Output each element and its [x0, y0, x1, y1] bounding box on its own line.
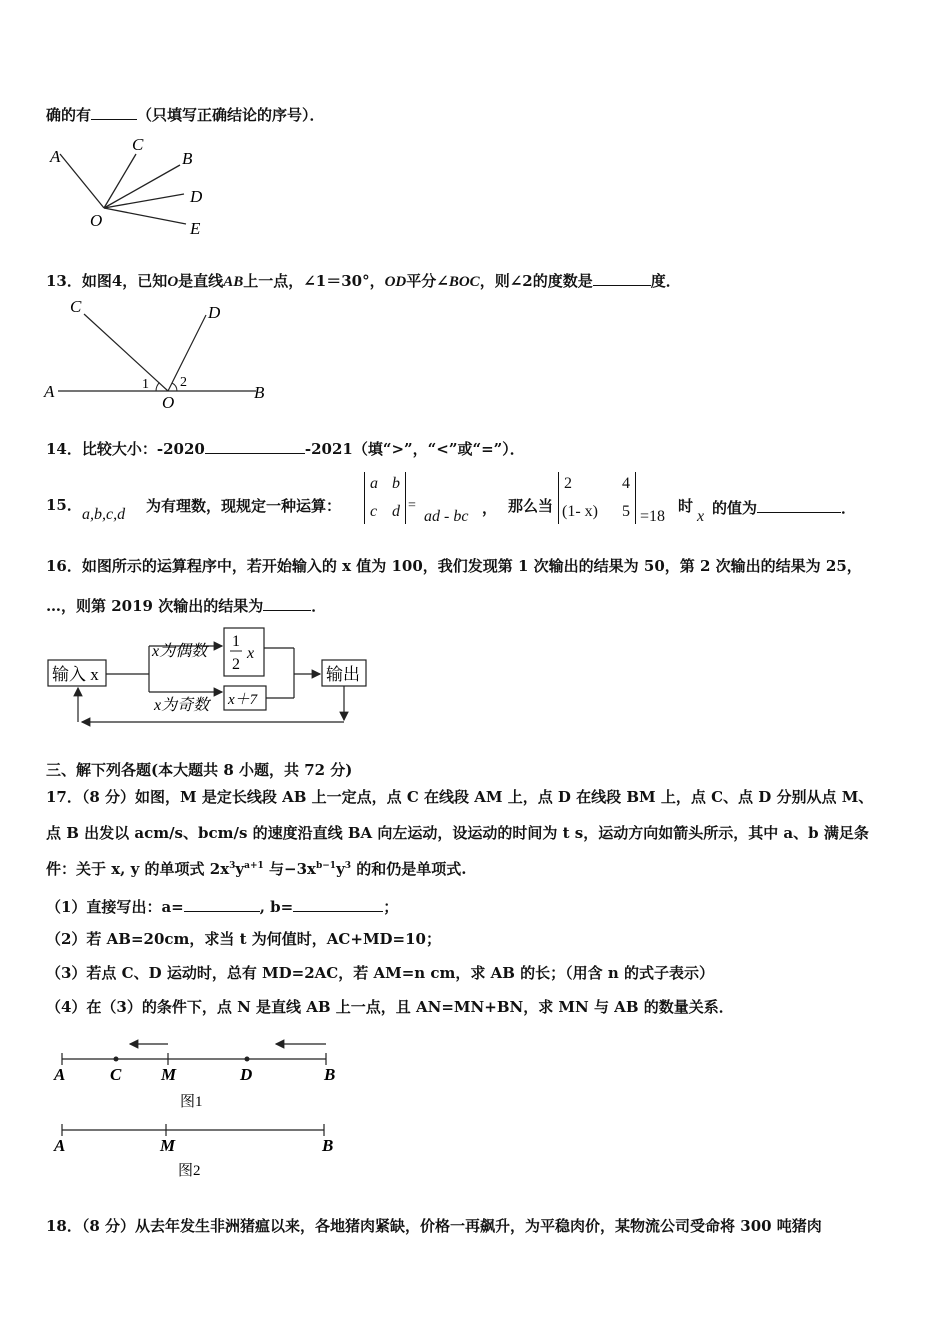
figure-17-2: [54, 1110, 354, 1180]
q13-var-O: O: [167, 274, 179, 290]
q13-text: 平分∠: [406, 272, 449, 290]
q17-sub2: （2）若 AB=20cm，求当 t 为何值时，AC+MD=10；: [46, 930, 441, 948]
exponent: a+1: [244, 861, 264, 871]
figure-caption: 图1: [180, 1094, 203, 1110]
answer-blank: [263, 597, 311, 611]
question-number: 14．: [46, 440, 82, 458]
det-cell: 4: [622, 475, 630, 492]
point-label-O: O: [90, 211, 103, 230]
answer-blank: [757, 499, 841, 513]
q12-text: （只填写正确结论的序号）．: [137, 106, 325, 124]
q16-line2: [46, 597, 326, 614]
det-cell: d: [392, 503, 400, 520]
output-label: 输出: [326, 665, 360, 684]
point-label-C: C: [132, 135, 144, 154]
equation-rhs: =18: [640, 508, 666, 525]
flowchart-16: [44, 624, 384, 734]
point-label-D: D: [240, 1065, 253, 1084]
det-formula: ad - bc: [424, 508, 469, 525]
answer-blank: [184, 898, 260, 912]
q17-text: 的和仍是单项式.: [351, 860, 467, 878]
q13-var-OD: OD: [384, 274, 407, 290]
q13-var-AB: AB: [223, 274, 244, 290]
q13-var-BOC: BOC: [448, 274, 480, 290]
q15-text: 时: [678, 497, 694, 515]
half-box: [224, 628, 264, 676]
q17-text: y: [336, 860, 345, 878]
exponent: b−1: [315, 861, 337, 871]
q17-line3: [46, 862, 467, 877]
point-label-A: A: [44, 382, 55, 401]
input-label: 输入 x: [52, 665, 99, 684]
det-cell: (1- x): [562, 503, 598, 520]
q13-text: 上一点，∠1＝30°，: [243, 272, 385, 290]
q17-line1: 17．（8 分）如图，M 是定长线段 AB 上一定点，点 C 在线段 AM 上，点 D 在线段 BM 上，点 C、点 D 分别从点 M、: [46, 788, 874, 806]
q17-text: （1）直接写出：a=: [46, 898, 184, 916]
figure-caption: 图2: [178, 1163, 201, 1179]
q16-line1: 16．如图所示的运算程序中，若开始输入的 x 值为 100，我们发现第 1 次输出的结果为 50，第 2 次输出的结果为 25，: [46, 557, 862, 575]
q15-var-x: x: [697, 508, 705, 525]
point-label-A: A: [54, 1136, 66, 1155]
q13-text: ，则∠2的度数是: [479, 272, 593, 290]
point-label-B: B: [182, 149, 193, 168]
answer-blank: [593, 272, 651, 286]
equals-sign: =: [408, 498, 416, 513]
q17-sub4: （4）在（3）的条件下，点 N 是直线 AB 上一点，且 AN=MN+BN，求 MN 与 AB 的数量关系．: [46, 998, 734, 1016]
point-label-B: B: [254, 383, 265, 402]
q17-line2: 点 B 出发以 acm/s、bcm/s 的速度沿直线 BA 向左运动，设运动的时间为 t s，运动方向如箭头所示，其中 a、b 满足条: [46, 824, 869, 842]
q15-text: 那么当: [508, 497, 554, 515]
answer-blank: [293, 898, 383, 912]
answer-blank: [91, 106, 137, 120]
q17-text: 与−3x: [263, 860, 316, 878]
q15-variables: a,b,c,d: [82, 506, 126, 523]
q14-text: -2021（填“>”，“<”或“=”）．: [304, 440, 525, 458]
odd-condition: x为奇数: [154, 697, 210, 714]
det-cell: a: [370, 475, 378, 492]
figure-12-rays: [44, 132, 244, 242]
q12-tail-line: [46, 106, 325, 123]
det-cell: c: [370, 503, 378, 520]
q17-text: y: [235, 860, 245, 878]
q15-comma: ，: [482, 499, 498, 517]
even-condition: x为偶数: [152, 643, 208, 660]
det-cell: 5: [622, 503, 630, 520]
question-15-number: 15．: [46, 496, 82, 514]
exponent: 3: [344, 861, 352, 871]
figure-17-1: [54, 1034, 354, 1114]
point-label-E: E: [190, 219, 201, 238]
point-label-A: A: [54, 1065, 66, 1084]
q17-text: ；: [383, 898, 399, 916]
exponent: 3: [229, 861, 236, 871]
q16-text: …，则第 2019 次输出的结果为: [46, 597, 264, 615]
q12-text: 确的有: [46, 106, 92, 124]
angle-label-1: 1: [142, 377, 149, 392]
point-label-D: D: [208, 303, 221, 322]
q16-text: ．: [311, 597, 327, 615]
q17-sub3: （3）若点 C、D 运动时，总有 MD=2AC，若 AM=n cm，求 AB 的长；（用含 n 的式子表示）: [46, 964, 715, 982]
point-label-M: M: [160, 1136, 176, 1155]
det-cell: b: [392, 475, 400, 492]
det-cell: 2: [564, 475, 572, 492]
q17-text: 件：关于 x, y 的单项式 2x: [46, 860, 230, 878]
fraction-variable: x: [247, 645, 255, 662]
q15-text: ．: [841, 499, 857, 517]
point-label-D: D: [190, 187, 203, 206]
q18-line1: 18．（8 分）从去年发生非洲猪瘟以来，各地猪肉紧缺，价格一再飙升，为平稳肉价，某物流公司受命将 300 吨猪肉: [46, 1217, 822, 1235]
point-label-C: C: [70, 297, 82, 316]
q17-sub1: [46, 898, 398, 915]
plus7-label: x＋7: [228, 692, 258, 708]
q15-text: 的值为: [712, 499, 758, 517]
point-label-O: O: [162, 393, 175, 412]
point-label-A: A: [50, 147, 61, 166]
section-heading: 三、解下列各题(本大题共 8 小题，共 72 分): [46, 761, 353, 779]
q13-text: 度．: [650, 272, 681, 290]
answer-blank: [205, 440, 305, 454]
q17-text: , b=: [259, 898, 294, 916]
q15-text: 为有理数，现规定一种运算：: [146, 497, 342, 515]
question-13: [46, 272, 681, 290]
q14-text: 比较大小：-2020: [81, 440, 205, 458]
figure-13-angles: [44, 297, 284, 412]
question-number: 13．: [46, 272, 82, 290]
angle-label-2: 2: [180, 375, 187, 390]
q15-text: [712, 499, 856, 516]
point-label-C: C: [110, 1065, 122, 1084]
fraction-denominator: 2: [232, 656, 240, 673]
fraction-numerator: 1: [232, 633, 240, 650]
question-14: [46, 440, 525, 457]
point-label-B: B: [322, 1136, 334, 1155]
point-label-B: B: [324, 1065, 336, 1084]
q13-text: 如图4，已知: [81, 272, 168, 290]
q13-text: 是直线: [178, 272, 224, 290]
point-label-M: M: [161, 1065, 177, 1084]
